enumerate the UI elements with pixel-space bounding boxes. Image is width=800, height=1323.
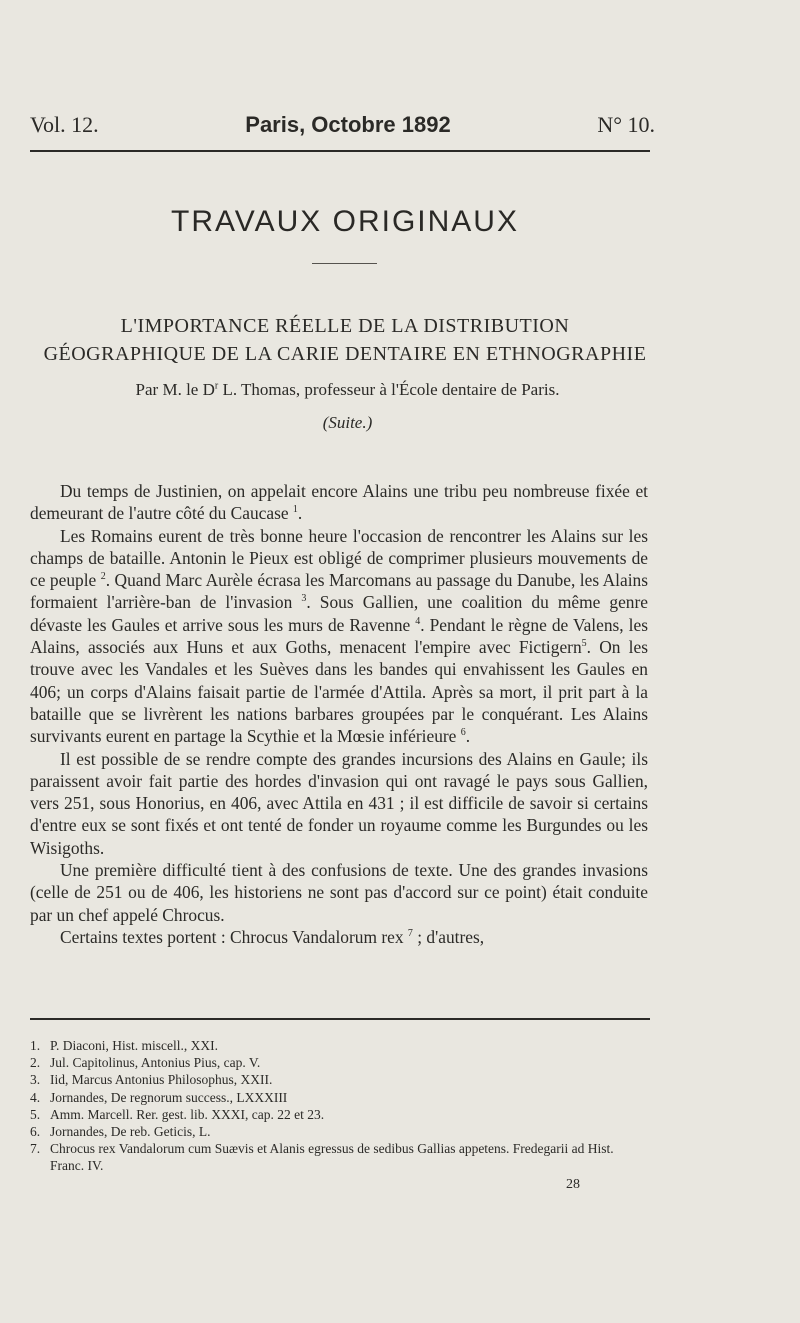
byline-rest: L. Thomas, professeur à l'École dentaire de Paris. <box>218 380 560 399</box>
text: . <box>297 503 303 524</box>
footnote-ref: 6 <box>460 727 466 739</box>
footnotes <box>30 1037 650 1175</box>
paragraph-1 <box>30 480 648 525</box>
footnote-text: Jornandes, De regnorum success., LXXXIII <box>50 1089 288 1105</box>
footnote-text: P. Diaconi, Hist. miscell., XXI. <box>50 1038 218 1053</box>
footnote <box>30 1071 650 1088</box>
text: ; d'autres, <box>412 926 485 947</box>
footnote-text: Jul. Capitolinus, Antonius Pius, cap. V. <box>50 1055 261 1071</box>
footnote-number: 2. <box>30 1055 41 1071</box>
footnote-number: 3. <box>30 1072 41 1088</box>
paragraph-3: Il est possible de se rendre compte des grandes incursions des Alains en Gaule; ils paraissent avoir fait partie des hordes d'invasion qui ont ravagé le pays sous Gallien, vers 251, sous Honorius, en 406, avec Attila en 431 ; il est difficile de savoir si certains d'entre eux se sont fixés et ont tenté de fonder un royaume comme les Burgundes ou les Wisigoths. <box>30 748 648 858</box>
footnote-rule <box>30 1018 650 1020</box>
continued-label: (Suite.) <box>322 413 373 432</box>
article-title-line-2: GÉOGRAPHIQUE DE LA CARIE DENTAIRE EN ETHNOGRAPHIE <box>43 343 647 365</box>
text: Du temps de Justinien, on appelait encore Alains une tribu peu nombreuse fixée et demeurant de l'autre côté du Caucase <box>30 481 648 524</box>
footnote <box>30 1123 650 1140</box>
page-number: 28 <box>566 1177 580 1192</box>
footnote <box>30 1054 650 1071</box>
footnote <box>30 1106 650 1123</box>
paragraph-5 <box>30 926 648 948</box>
footnote-ref: 3 <box>301 593 307 605</box>
article-body <box>30 480 648 948</box>
footnote <box>30 1140 650 1174</box>
footnote-text: Jornandes, De reb. Geticis, L. <box>50 1124 211 1140</box>
footnote-number: 6. <box>30 1124 41 1140</box>
article-title-line-1: L'IMPORTANCE RÉELLE DE LA DISTRIBUTION <box>120 315 570 337</box>
footnote <box>30 1037 650 1054</box>
footnote-text: Iid, Marcus Antonius Philosophus, XXII. <box>50 1072 273 1088</box>
text: Certains textes portent : Chrocus Vandalorum rex <box>60 926 408 947</box>
byline <box>20 380 675 400</box>
byline-sup: r <box>214 380 219 392</box>
article-title <box>20 312 670 368</box>
place-date: Paris, Octobre 1892 <box>245 112 451 137</box>
footnote-number: 7. <box>30 1141 41 1157</box>
section-title: TRAVAUX ORIGINAUX <box>171 205 519 238</box>
text: . <box>465 726 471 747</box>
footnote-ref: 1 <box>292 504 298 516</box>
header-rule <box>30 150 650 152</box>
footnote-number: 4. <box>30 1089 41 1105</box>
text: . On les trouve avec les Vandales et les Suèves dans les bandes qui envahissent les Gaules en 406; un corps d'Alains faisait partie de l'armée d'Attila. Après sa mort, il prit part à la bataille que se livrèrent les nations barbares groupées par le conquérant. Les Alains survivants eurent en partage la Scythie et la Mœsie inférieure <box>30 637 648 747</box>
paragraph-2 <box>30 525 648 748</box>
volume-label: Vol. 12. <box>30 112 99 137</box>
footnote-ref: 7 <box>407 928 413 940</box>
issue-number: N° 10. <box>597 112 655 137</box>
footnote-number: 1. <box>30 1038 41 1053</box>
text: . Sous Gallien, une coalition du même genre dévaste les Gaules et arrive sous les murs de Ravenne <box>30 592 648 635</box>
text: Les Romains eurent de très bonne heure l'occasion de rencontrer les Alains sur les champs de bataille. Antonin le Pieux est obligé de comprimer plusieurs mouvements de ce peuple <box>30 525 648 591</box>
section-divider <box>312 263 377 264</box>
text: . Quand Marc Aurèle écrasa les Marcomans au passage du Danube, les Alains formaient l'arrière-ban de l'invasion <box>30 570 648 613</box>
text: . Pendant le règne de Valens, les Alains, associés aux Huns et aux Goths, menacent l'empire avec Fictigern <box>30 614 648 658</box>
footnote-text: Amm. Marcell. Rer. gest. lib. XXXI, cap. 22 et 23. <box>50 1106 325 1122</box>
footnote-ref: 5 <box>581 638 587 650</box>
footnote-ref: 4 <box>415 615 421 627</box>
byline-prefix: Par M. le D <box>135 380 215 399</box>
footnote-ref: 2 <box>100 571 106 583</box>
footnote-number: 5. <box>30 1106 41 1122</box>
footnote-text: Chrocus rex Vandalorum cum Suævis et Alanis egressus de sedibus Gallias appetens. Fredegarii ad Hist. Franc. IV. <box>50 1141 614 1174</box>
footnote <box>30 1089 650 1106</box>
paragraph-4: Une première difficulté tient à des confusions de texte. Une des grandes invasions (celle de 251 ou de 406, les historiens ne sont pas d'accord sur ce point) était conduite par un chef appelé Chrocus. <box>30 860 648 925</box>
running-header <box>30 112 655 144</box>
